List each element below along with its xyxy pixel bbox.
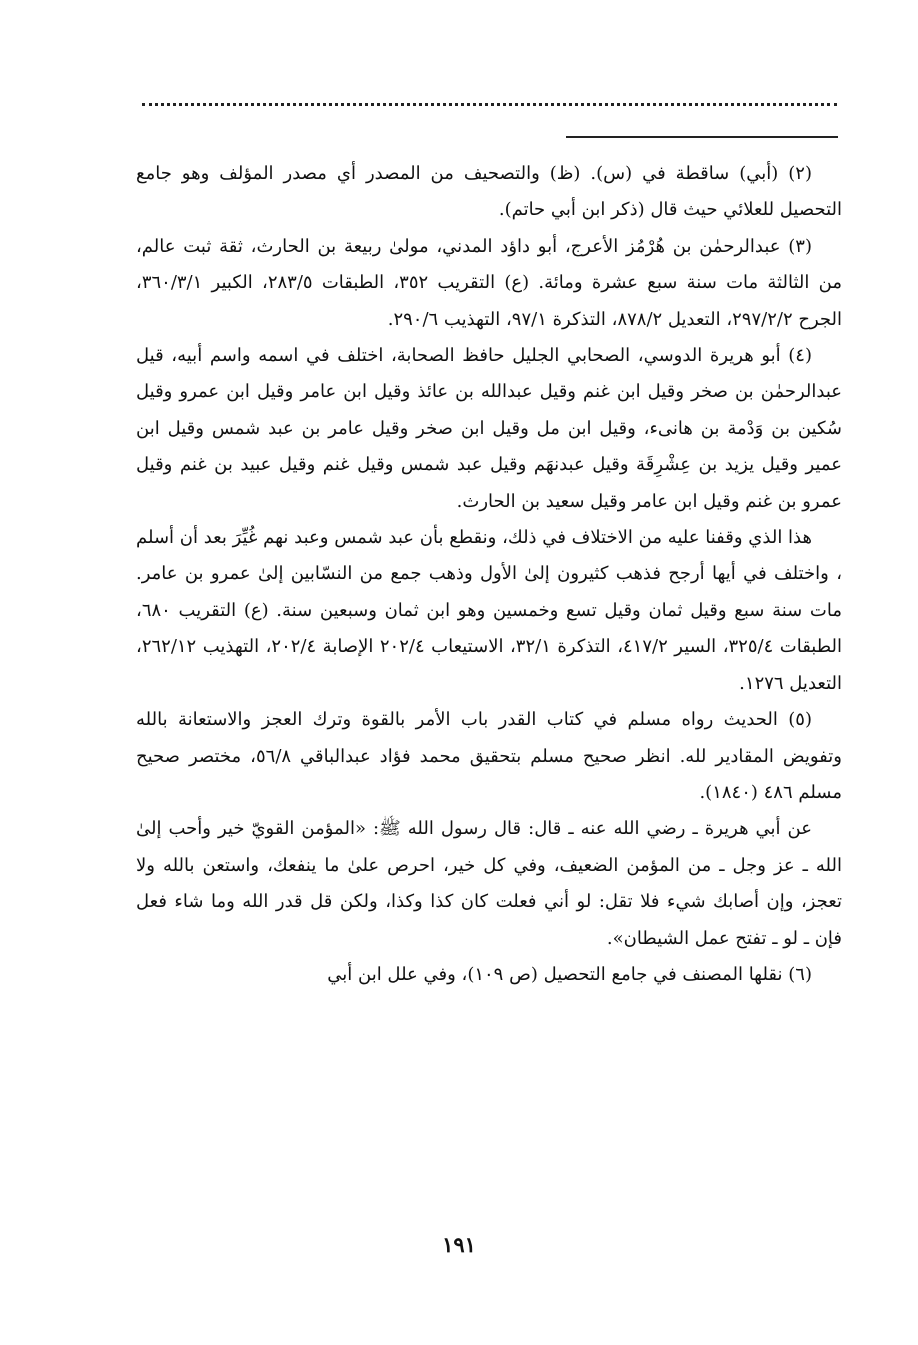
footnote-3: (٣) عبدالرحمٰن بن هُرْمُز الأعرج، أبو داؤد المدني، مولىٰ ربيعة بن الحارث، ثقة ثبت عالم، من الثالثة مات سنة سبع عشرة ومائة. (ع) التقريب ٣٥٢، الطبقات ٢٨٣/٥، الكبير ٣٦٠/٣/١، الجرح ٢٩٧/٢/٢، التعديل ٨٧٨/٢، التذكرة ٩٧/١، التهذيب ٢٩٠/٦. xyxy=(136,235,842,330)
footnote-5: (٥) الحديث رواه مسلم في كتاب القدر باب الأمر بالقوة وترك العجز والاستعانة بالله وتفويض المقادير لله. انظر صحيح مسلم بتحقيق محمد فؤاد عبدالباقي ٥٦/٨، مختصر صحيح مسلم ٤٨٦ (١٨٤٠). xyxy=(136,709,842,803)
footnote-rule xyxy=(566,136,838,138)
page-number: ١٩١ xyxy=(442,1232,476,1257)
footnote-4-continuation: هذا الذي وقفنا عليه من الاختلاف في ذلك، ونقطع بأن عبد شمس وعبد نهم غُيِّرَ بعد أن أسلم ، واختلف في أيها أرجح فذهب كثيرون إلىٰ الأول وذهب جمع من النسّابين إلىٰ عمرو بن عامر. مات سنة سبع وقيل ثمان وقيل تسع وخمسين وهو ابن ثمان وسبعين سنة. (ع) التقريب ٦٨٠، الطبقات ٣٢٥/٤، السير ٤١٧/٢، التذكرة ٣٢/١، الاستيعاب ٢٠٢/٤ الإصابة ٢٠٢/٤، التهذيب ٢٦٢/١٢، التعديل ١٢٧٦. xyxy=(136,527,842,694)
footnote-4: (٤) أبو هريرة الدوسي، الصحابي الجليل حافظ الصحابة، اختلف في اسمه واسم أبيه، قيل عبدالرحمٰن بن صخر وقيل ابن غنم وقيل عبدالله بن عائذ وقيل ابن عامر وقيل ابن عمرو وقيل سُكين بن وَدْمة بن هانىء، وقيل ابن مل وقيل ابن صخر وقيل عامر بن عبد شمس وقيل ابن عمير وقيل يزيد بن عِشْرِقَة وقيل عبدنهَم وقيل عبد شمس وقيل غنم وقيل عبيد بن غنم وقيل عمرو بن غنم وقيل ابن عامر وقيل سعيد بن الحارث. xyxy=(136,345,842,512)
footnote-6: (٦) نقلها المصنف في جامع التحصيل (ص ١٠٩)، وفي علل ابن أبي xyxy=(327,963,812,985)
dotted-separator xyxy=(142,103,837,106)
footnote-2: (٢) (أبي) ساقطة في (س). (ظ) والتصحيف من المصدر أي مصدر المؤلف وهو جامع التحصيل للعلائي حيث قال (ذكر ابن أبي حاتم). xyxy=(136,163,842,221)
footnotes-section xyxy=(136,156,842,993)
hadith-text: عن أبي هريرة ـ رضي الله عنه ـ قال: قال رسول الله ﷺ: «المؤمن القويّ خير وأحب إلىٰ الله ـ عز وجل ـ من المؤمن الضعيف، وفي كل خير، احرص علىٰ ما ينفعك، واستعن بالله ولا تعجز، وإن أصابك شيء فلا تقل: لو أني فعلت كان كذا وكذا، ولكن قل قدر الله وما شاء فعل فإن ـ لو ـ تفتح عمل الشيطان». xyxy=(136,818,842,949)
